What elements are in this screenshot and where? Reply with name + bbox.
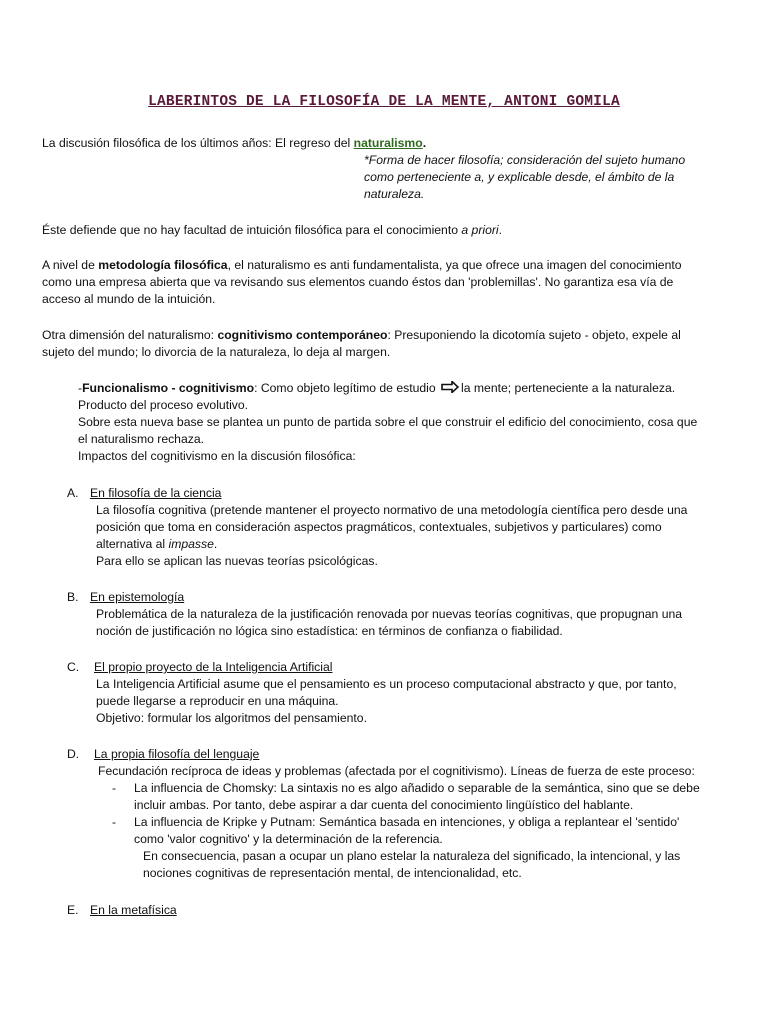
- section-b-l1: Problemática de la naturaleza de la justificación renovada por nuevas teorías cognitivas, que propugnan una: [96, 607, 683, 621]
- funcionalismo-l3: Sobre esta nueva base se plantea un punto de partida sobre el que construir el edificio del conocimiento, cosa que: [78, 415, 698, 429]
- bullet-kripke-l1: La influencia de Kripke y Putnam: Semántica basada en intenciones, y obliga a replantear el 'sentido': [134, 815, 680, 829]
- section-b-l2: noción de justificación no lógica sino estadística: en términos de confianza o fiabilidad.: [96, 624, 563, 638]
- section-d-l1: Fecundación recíproca de ideas y problemas (afectada por el cognitivismo). Líneas de fuerza de este proceso:: [98, 764, 695, 778]
- consecuencia-l2: nociones cognitivas de representación mental, de intencionalidad, etc.: [143, 866, 522, 880]
- footnote-line-2: como perteneciente a, y explicable desde, el ámbito de la: [364, 170, 675, 184]
- section-d-marker: D.: [67, 747, 80, 761]
- paragraph-metodologia-l2: como una empresa abierta que va revisando sus elementos cuando éstos dan 'problemillas'. No garantiza esa vía de: [42, 275, 674, 289]
- section-c-heading: El propio proyecto de la Inteligencia Artificial: [94, 660, 333, 674]
- section-b-marker: B.: [67, 590, 79, 604]
- section-c-l3: Objetivo: formular los algoritmos del pensamiento.: [96, 711, 367, 725]
- section-a-l2: posición que toma en consideración aspectos pragmáticos, contextuales, subjetivos y particulares) como: [96, 520, 662, 534]
- bullet-chomsky-l2: incluir ambas. Por tanto, debe aspirar a dar cuenta del conocimiento lingüístico del hablante.: [134, 798, 634, 812]
- document-title: LABERINTOS DE LA FILOSOFÍA DE LA MENTE, ANTONI GOMILA: [148, 94, 620, 110]
- section-c-l2: puede llegarse a reproducir en una máquina.: [96, 694, 339, 708]
- section-a-l3: alternativa al impasse.: [96, 537, 218, 551]
- section-c-l1: La Inteligencia Artificial asume que el pensamiento es un proceso computacional abstracto y que, por tanto,: [96, 677, 677, 691]
- section-e-marker: E.: [67, 903, 79, 917]
- paragraph-cognitivismo: Otra dimensión del naturalismo: cognitivismo contemporáneo: Presuponiendo la dicotomía sujeto - objeto, expele al: [42, 328, 681, 342]
- paragraph-a-priori: Éste defiende que no hay facultad de intuición filosófica para el conocimiento a priori.: [42, 223, 503, 237]
- section-a-l4: Para ello se aplican las nuevas teorías psicológicas.: [96, 554, 378, 568]
- paragraph-metodologia: A nivel de metodología filosófica, el naturalismo es anti fundamentalista, ya que ofrece una imagen del conocimiento: [42, 258, 682, 272]
- bullet-dash: -: [112, 815, 117, 829]
- section-b-heading: En epistemología: [90, 590, 185, 604]
- funcionalismo-l2: Producto del proceso evolutivo.: [78, 398, 249, 412]
- section-a-l1: La filosofía cognitiva (pretende mantener el proyecto normativo de una metodología científica pero desde una: [96, 503, 688, 517]
- section-d-heading: La propia filosofía del lenguaje: [94, 747, 260, 761]
- section-a-marker: A.: [67, 486, 79, 500]
- paragraph-metodologia-l3: acceso al mundo de la intuición.: [42, 292, 216, 306]
- funcionalismo-l5: Impactos del cognitivismo en la discusión filosófica:: [78, 449, 356, 463]
- funcionalismo-l4: el naturalismo rechaza.: [78, 432, 204, 446]
- section-e-heading: En la metafísica: [90, 903, 177, 917]
- footnote-line-3: naturaleza.: [364, 187, 425, 201]
- bullet-chomsky-l1: La influencia de Chomsky: La sintaxis no es algo añadido o separable de la semántica, sino que se debe: [134, 781, 700, 795]
- naturalismo-link[interactable]: naturalismo: [353, 136, 423, 150]
- funcionalismo-line: -Funcionalismo - cognitivismo: Como objeto legítimo de estudio la mente; perteneciente a la naturaleza.: [78, 381, 676, 395]
- double-right-arrow-icon: [441, 381, 459, 393]
- bullet-dash: -: [112, 781, 117, 795]
- paragraph-cognitivismo-l2: sujeto del mundo; lo divorcia de la naturaleza, lo deja al margen.: [42, 345, 391, 359]
- bullet-kripke-l2: como 'valor cognitivo' y la determinación de la referencia.: [134, 832, 443, 846]
- section-c-marker: C.: [67, 660, 80, 674]
- consecuencia-l1: En consecuencia, pasan a ocupar un plano estelar la naturaleza del significado, la intencional, y las: [143, 849, 681, 863]
- section-a-heading: En filosofía de la ciencia: [90, 486, 222, 500]
- intro-line: La discusión filosófica de los últimos años: El regreso del naturalismo.: [42, 136, 427, 150]
- footnote-line-1: *Forma de hacer filosofía; consideración del sujeto humano: [364, 153, 686, 167]
